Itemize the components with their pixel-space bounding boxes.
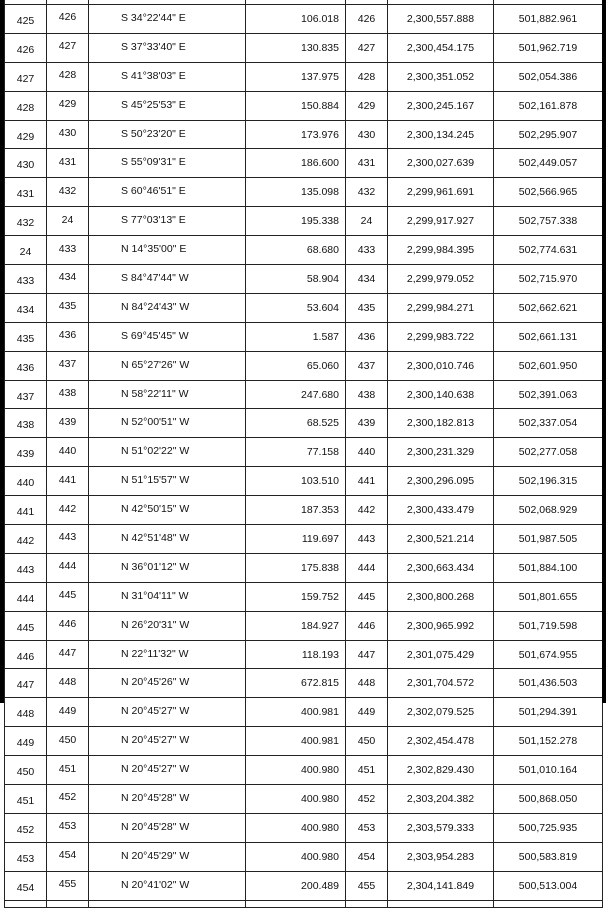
x-coordinate-cell: 500,583.819 [494,842,603,871]
x-coordinate-cell: 502,391.063 [494,380,603,409]
survey-table [4,0,603,908]
point-cell: 427 [346,33,388,62]
y-coordinate-cell: 2,300,557.888 [388,5,494,34]
station-from-cell: 435 [5,322,47,351]
point-cell: 432 [346,178,388,207]
point-cell: 434 [346,265,388,294]
y-coordinate-cell: 2,300,965.992 [388,611,494,640]
bearing-cell: S 84°47'44" W [89,265,246,294]
bearing-cell: N 20°41'02" W [89,871,246,900]
bearing-cell: N 20°45'27" W [89,756,246,785]
table-row [5,525,603,554]
bearing-cell: N 14°35'00" E [89,236,246,265]
distance-cell: 672.815 [246,669,346,698]
point-cell: 446 [346,611,388,640]
distance-cell: 135.098 [246,178,346,207]
station-from-cell: 431 [5,178,47,207]
point-cell: 453 [346,813,388,842]
distance-cell: 118.193 [246,640,346,669]
station-from-cell: 443 [5,553,47,582]
distance-cell: 400.981 [246,727,346,756]
station-from-cell: 434 [5,293,47,322]
distance-cell: 247.680 [246,380,346,409]
station-to-cell: 440 [47,438,89,467]
station-from-cell: 450 [5,756,47,785]
bearing-cell: S 77°03'13" E [89,207,246,236]
point-cell: 440 [346,438,388,467]
table-row [5,265,603,294]
x-coordinate-cell: 502,277.058 [494,438,603,467]
bearing-cell: S 45°25'53" E [89,91,246,120]
y-coordinate-cell: 2,304,141.849 [388,871,494,900]
y-coordinate-cell: 2,300,351.052 [388,62,494,91]
point-cell: 438 [346,380,388,409]
table-row [5,149,603,178]
table-row [5,813,603,842]
y-coordinate-cell: 2,300,010.746 [388,351,494,380]
x-coordinate-cell: 502,715.970 [494,265,603,294]
station-from-cell: 453 [5,842,47,871]
distance-cell: 68.680 [246,236,346,265]
bearing-cell: S 60°46'51" E [89,178,246,207]
table-row [5,640,603,669]
x-coordinate-cell: 502,054.386 [494,62,603,91]
distance-cell: 184.927 [246,611,346,640]
bearing-cell: N 20°45'27" W [89,727,246,756]
table-row [5,293,603,322]
bearing-cell: S 50°23'20" E [89,120,246,149]
x-coordinate-cell: 502,774.631 [494,236,603,265]
station-to-cell: 429 [47,91,89,120]
distance-cell: 400.980 [246,813,346,842]
station-from-cell: 446 [5,640,47,669]
bearing-cell: S 37°33'40" E [89,33,246,62]
distance-cell: 130.835 [246,33,346,62]
distance-cell: 103.510 [246,467,346,496]
station-from-cell: 24 [5,236,47,265]
station-to-cell: 453 [47,813,89,842]
bearing-cell: N 42°51'48" W [89,525,246,554]
point-cell: 450 [346,727,388,756]
x-coordinate-cell: 500,725.935 [494,813,603,842]
station-to-cell: 449 [47,698,89,727]
point-cell: 444 [346,553,388,582]
y-coordinate-cell: 2,300,134.245 [388,120,494,149]
table-row [5,236,603,265]
bearing-cell: N 84°24'43" W [89,293,246,322]
table-row [5,756,603,785]
y-coordinate-cell: 2,300,140.638 [388,380,494,409]
table-row [5,120,603,149]
point-cell: 430 [346,120,388,149]
distance-cell: 150.884 [246,91,346,120]
distance-cell: 137.975 [246,62,346,91]
table-row [5,785,603,814]
x-coordinate-cell: 501,882.961 [494,5,603,34]
point-cell: 443 [346,525,388,554]
station-to-cell: 428 [47,62,89,91]
y-coordinate-cell: 2,300,521.214 [388,525,494,554]
table-row [5,669,603,698]
y-coordinate-cell: 2,300,182.813 [388,409,494,438]
point-cell: 431 [346,149,388,178]
bearing-cell: N 20°45'27" W [89,698,246,727]
table-row [5,582,603,611]
y-coordinate-cell: 2,300,245.167 [388,91,494,120]
y-coordinate-cell: 2,303,954.283 [388,842,494,871]
point-cell: 439 [346,409,388,438]
table-row [5,351,603,380]
point-cell: 452 [346,785,388,814]
station-from-cell: 442 [5,525,47,554]
bearing-cell: S 34°22'44" E [89,5,246,34]
bearing-cell: S 41°38'03" E [89,62,246,91]
distance-cell: 186.600 [246,149,346,178]
distance-cell: 65.060 [246,351,346,380]
y-coordinate-cell: 2,300,027.639 [388,149,494,178]
point-cell: 455 [346,871,388,900]
distance-cell: 187.353 [246,496,346,525]
table-row [5,496,603,525]
bearing-cell: S 55°09'31" E [89,149,246,178]
x-coordinate-cell: 502,068.929 [494,496,603,525]
bearing-cell: N 52°00'51" W [89,409,246,438]
distance-cell: 68.525 [246,409,346,438]
station-from-cell: 425 [5,5,47,34]
station-to-cell: 455 [47,871,89,900]
table-row [5,207,603,236]
x-coordinate-cell: 500,868.050 [494,785,603,814]
distance-cell: 119.697 [246,525,346,554]
x-coordinate-cell: 500,513.004 [494,871,603,900]
x-coordinate-cell: 502,295.907 [494,120,603,149]
point-cell: 428 [346,62,388,91]
point-cell: 451 [346,756,388,785]
station-from-cell: 429 [5,120,47,149]
station-from-cell: 430 [5,149,47,178]
y-coordinate-cell: 2,299,917.927 [388,207,494,236]
y-coordinate-cell: 2,300,663.434 [388,553,494,582]
distance-cell: 175.838 [246,553,346,582]
station-to-cell: 439 [47,409,89,438]
y-coordinate-cell: 2,303,579.333 [388,813,494,842]
station-to-cell: 24 [47,207,89,236]
distance-cell: 106.018 [246,5,346,34]
x-coordinate-cell: 501,152.278 [494,727,603,756]
point-cell: 441 [346,467,388,496]
station-from-cell: 432 [5,207,47,236]
distance-cell: 400.980 [246,756,346,785]
y-coordinate-cell: 2,300,454.175 [388,33,494,62]
station-to-cell: 433 [47,236,89,265]
x-coordinate-cell: 501,987.505 [494,525,603,554]
table-row [5,611,603,640]
point-cell: 436 [346,322,388,351]
point-cell: 433 [346,236,388,265]
table-row [5,33,603,62]
distance-cell: 58.904 [246,265,346,294]
station-from-cell: 438 [5,409,47,438]
y-coordinate-cell: 2,299,983.722 [388,322,494,351]
bearing-cell: N 20°45'28" W [89,785,246,814]
station-to-cell: 443 [47,525,89,554]
x-coordinate-cell: 502,566.965 [494,178,603,207]
table-row [5,91,603,120]
y-coordinate-cell: 2,301,704.572 [388,669,494,698]
bearing-cell: N 51°02'22" W [89,438,246,467]
table-row [5,5,603,34]
x-coordinate-cell: 502,757.338 [494,207,603,236]
distance-cell: 400.981 [246,698,346,727]
station-from-cell: 452 [5,813,47,842]
x-coordinate-cell: 501,294.391 [494,698,603,727]
station-from-cell: 444 [5,582,47,611]
distance-cell: 77.158 [246,438,346,467]
distance-cell: 400.980 [246,785,346,814]
station-from-cell: 447 [5,669,47,698]
point-cell: 429 [346,91,388,120]
station-from-cell: 437 [5,380,47,409]
station-to-cell: 438 [47,380,89,409]
y-coordinate-cell: 2,301,075.429 [388,640,494,669]
x-coordinate-cell: 501,801.655 [494,582,603,611]
y-coordinate-cell: 2,300,296.095 [388,467,494,496]
station-to-cell: 452 [47,785,89,814]
bearing-cell: N 42°50'15" W [89,496,246,525]
x-coordinate-cell: 502,161.878 [494,91,603,120]
table-row [5,178,603,207]
table-row [5,62,603,91]
x-coordinate-cell: 501,674.955 [494,640,603,669]
y-coordinate-cell: 2,300,231.329 [388,438,494,467]
table-row [5,467,603,496]
station-to-cell: 431 [47,149,89,178]
table-row [5,380,603,409]
station-from-cell: 427 [5,62,47,91]
distance-cell: 159.752 [246,582,346,611]
x-coordinate-cell: 502,601.950 [494,351,603,380]
station-from-cell: 428 [5,91,47,120]
distance-cell: 200.489 [246,871,346,900]
station-from-cell: 439 [5,438,47,467]
point-cell: 24 [346,207,388,236]
station-from-cell: 433 [5,265,47,294]
table-row [5,553,603,582]
y-coordinate-cell: 2,299,961.691 [388,178,494,207]
table-row-partial-bottom [5,900,603,907]
x-coordinate-cell: 502,449.057 [494,149,603,178]
station-to-cell: 426 [47,5,89,34]
point-cell: 426 [346,5,388,34]
table-row [5,698,603,727]
distance-cell: 173.976 [246,120,346,149]
station-to-cell: 446 [47,611,89,640]
point-cell: 442 [346,496,388,525]
point-cell: 435 [346,293,388,322]
x-coordinate-cell: 501,436.503 [494,669,603,698]
point-cell: 447 [346,640,388,669]
station-to-cell: 441 [47,467,89,496]
station-from-cell: 445 [5,611,47,640]
station-to-cell: 430 [47,120,89,149]
bearing-cell: N 26°20'31" W [89,611,246,640]
station-to-cell: 447 [47,640,89,669]
station-to-cell: 444 [47,553,89,582]
distance-cell: 195.338 [246,207,346,236]
distance-cell: 1.587 [246,322,346,351]
table-row [5,409,603,438]
station-from-cell: 454 [5,871,47,900]
bearing-cell: N 20°45'26" W [89,669,246,698]
y-coordinate-cell: 2,303,204.382 [388,785,494,814]
station-from-cell: 449 [5,727,47,756]
distance-cell: 53.604 [246,293,346,322]
table-row [5,438,603,467]
station-from-cell: 426 [5,33,47,62]
bearing-cell: N 22°11'32" W [89,640,246,669]
station-to-cell: 434 [47,265,89,294]
station-from-cell: 451 [5,785,47,814]
table-row [5,842,603,871]
table-row [5,322,603,351]
x-coordinate-cell: 502,661.131 [494,322,603,351]
bearing-cell: N 36°01'12" W [89,553,246,582]
bearing-cell: N 31°04'11" W [89,582,246,611]
table-row [5,871,603,900]
station-to-cell: 448 [47,669,89,698]
station-to-cell: 437 [47,351,89,380]
point-cell: 449 [346,698,388,727]
y-coordinate-cell: 2,299,984.271 [388,293,494,322]
x-coordinate-cell: 502,662.621 [494,293,603,322]
station-to-cell: 445 [47,582,89,611]
station-to-cell: 454 [47,842,89,871]
point-cell: 445 [346,582,388,611]
distance-cell: 400.980 [246,842,346,871]
y-coordinate-cell: 2,302,079.525 [388,698,494,727]
bearing-cell: N 58°22'11" W [89,380,246,409]
station-from-cell: 448 [5,698,47,727]
x-coordinate-cell: 501,884.100 [494,553,603,582]
table-row [5,727,603,756]
station-to-cell: 432 [47,178,89,207]
point-cell: 454 [346,842,388,871]
x-coordinate-cell: 502,337.054 [494,409,603,438]
point-cell: 448 [346,669,388,698]
y-coordinate-cell: 2,300,433.479 [388,496,494,525]
y-coordinate-cell: 2,302,454.478 [388,727,494,756]
bearing-cell: N 20°45'29" W [89,842,246,871]
table-right-border [602,0,606,703]
x-coordinate-cell: 502,196.315 [494,467,603,496]
station-from-cell: 440 [5,467,47,496]
bearing-cell: N 65°27'26" W [89,351,246,380]
station-to-cell: 427 [47,33,89,62]
bearing-cell: N 51°15'57" W [89,467,246,496]
y-coordinate-cell: 2,299,984.395 [388,236,494,265]
station-to-cell: 442 [47,496,89,525]
y-coordinate-cell: 2,300,800.268 [388,582,494,611]
point-cell: 437 [346,351,388,380]
station-to-cell: 451 [47,756,89,785]
x-coordinate-cell: 501,719.598 [494,611,603,640]
survey-table-body [5,0,603,907]
station-from-cell: 436 [5,351,47,380]
station-to-cell: 436 [47,322,89,351]
station-from-cell: 441 [5,496,47,525]
station-to-cell: 450 [47,727,89,756]
y-coordinate-cell: 2,299,979.052 [388,265,494,294]
y-coordinate-cell: 2,302,829.430 [388,756,494,785]
x-coordinate-cell: 501,962.719 [494,33,603,62]
station-to-cell: 435 [47,293,89,322]
x-coordinate-cell: 501,010.164 [494,756,603,785]
bearing-cell: S 69°45'45" W [89,322,246,351]
bearing-cell: N 20°45'28" W [89,813,246,842]
